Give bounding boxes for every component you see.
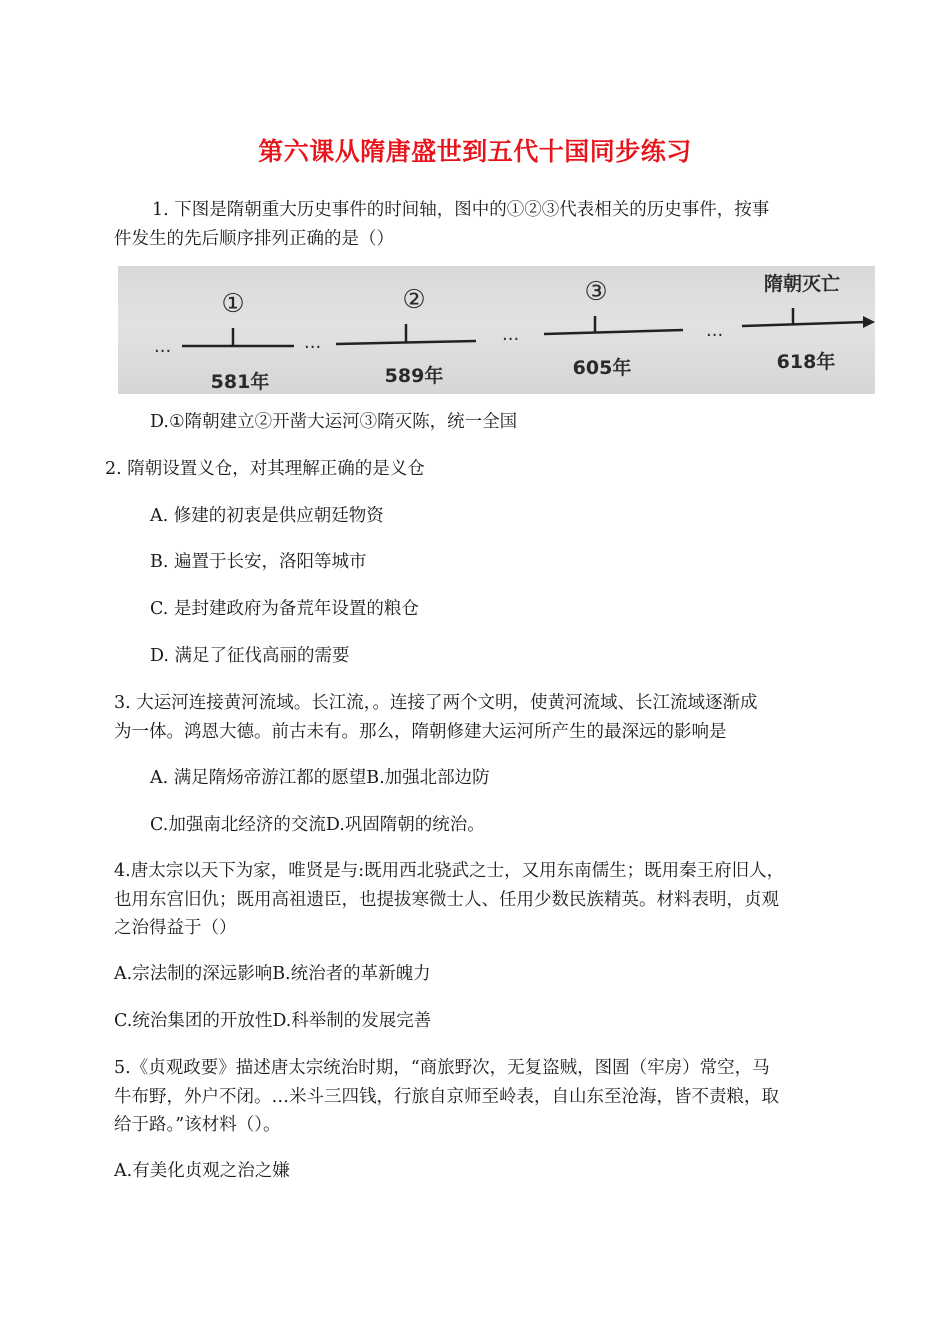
q4-stem-line2: 也用东宫旧仇；既用高祖遗臣，也提拔寒微士人、任用少数民族精英。材料表明，贞观 (114, 890, 779, 910)
timeline-year-589: 589年 (384, 365, 444, 387)
timeline-dots-4: ... (706, 320, 724, 341)
q4-options-cd: C.统治集团的开放性D.科举制的发展完善 (114, 1011, 432, 1031)
timeline-marker-end: 隋朝灭亡 (763, 273, 841, 295)
q2-option-d: D. 满足了征伐高丽的需要 (150, 646, 350, 666)
q3-stem-line1: 3. 大运河连接黄河流域。长江流，。连接了两个文明，使黄河流域、长江流域逐渐成 (114, 693, 758, 713)
q1-stem-line2: 件发生的先后顺序排列正确的是（） (114, 229, 394, 249)
timeline-figure (118, 266, 875, 394)
timeline-dots-2: ... (304, 332, 322, 353)
timeline-dots-1: ... (154, 336, 172, 357)
q2-option-a: A. 修建的初衷是供应朝廷物资 (150, 506, 384, 526)
q3-stem-line2: 为一体。鸿恩大德。前古未有。那么，隋朝修建大运河所产生的最深远的影响是 (114, 722, 727, 742)
timeline-year-605: 605年 (572, 357, 632, 379)
timeline-marker-1: ① (221, 289, 245, 319)
q2-option-b: B. 遍置于长安，洛阳等城市 (150, 552, 367, 572)
q5-stem-line1: 5.《贞观政要》描述唐太宗统治时期，“商旅野次，无复盗贼，图圄（牢房）常空，马 (114, 1058, 770, 1078)
timeline-year-581: 581年 (210, 371, 270, 393)
q2-stem: 2. 隋朝设置义仓，对其理解正确的是义仓 (105, 459, 425, 479)
q4-stem-line1: 4.唐太宗以天下为家，唯贤是与:既用西北骁武之士，又用东南儒生；既用秦王府旧人， (114, 861, 785, 881)
q5-stem-line2: 牛布野，外户不闭。…米斗三四钱，行旅自京师至岭表，自山东至沧海，皆不责粮，取 (114, 1087, 779, 1107)
timeline-marker-2: ② (402, 285, 426, 315)
q4-stem-line3: 之治得益于（） (114, 918, 237, 938)
q1-option-d: D.①隋朝建立②开凿大运河③隋灭陈，统一全国 (150, 412, 518, 432)
timeline-dots-3: ... (502, 324, 520, 345)
q3-options-cd: C.加强南北经济的交流D.巩固隋朝的统治。 (150, 815, 485, 835)
timeline-year-618: 618年 (776, 351, 836, 373)
q5-option-a: A.有美化贞观之治之嫌 (114, 1161, 290, 1181)
timeline-svg (118, 266, 875, 394)
page-title: 第六课从隋唐盛世到五代十国同步练习 (258, 137, 692, 166)
q1-stem-line1: 1. 下图是隋朝重大历史事件的时间轴，图中的①②③代表相关的历史事件，按事 (152, 200, 770, 220)
q2-option-c: C. 是封建政府为备荒年设置的粮仓 (150, 599, 419, 619)
q4-options-ab: A.宗法制的深远影响B.统治者的革新魄力 (114, 964, 431, 984)
timeline-marker-3: ③ (584, 277, 608, 307)
q3-options-ab: A. 满足隋炀帝游江都的愿望B.加强北部边防 (150, 768, 490, 788)
q5-stem-line3: 给于路。”该材料（）。 (114, 1115, 281, 1135)
